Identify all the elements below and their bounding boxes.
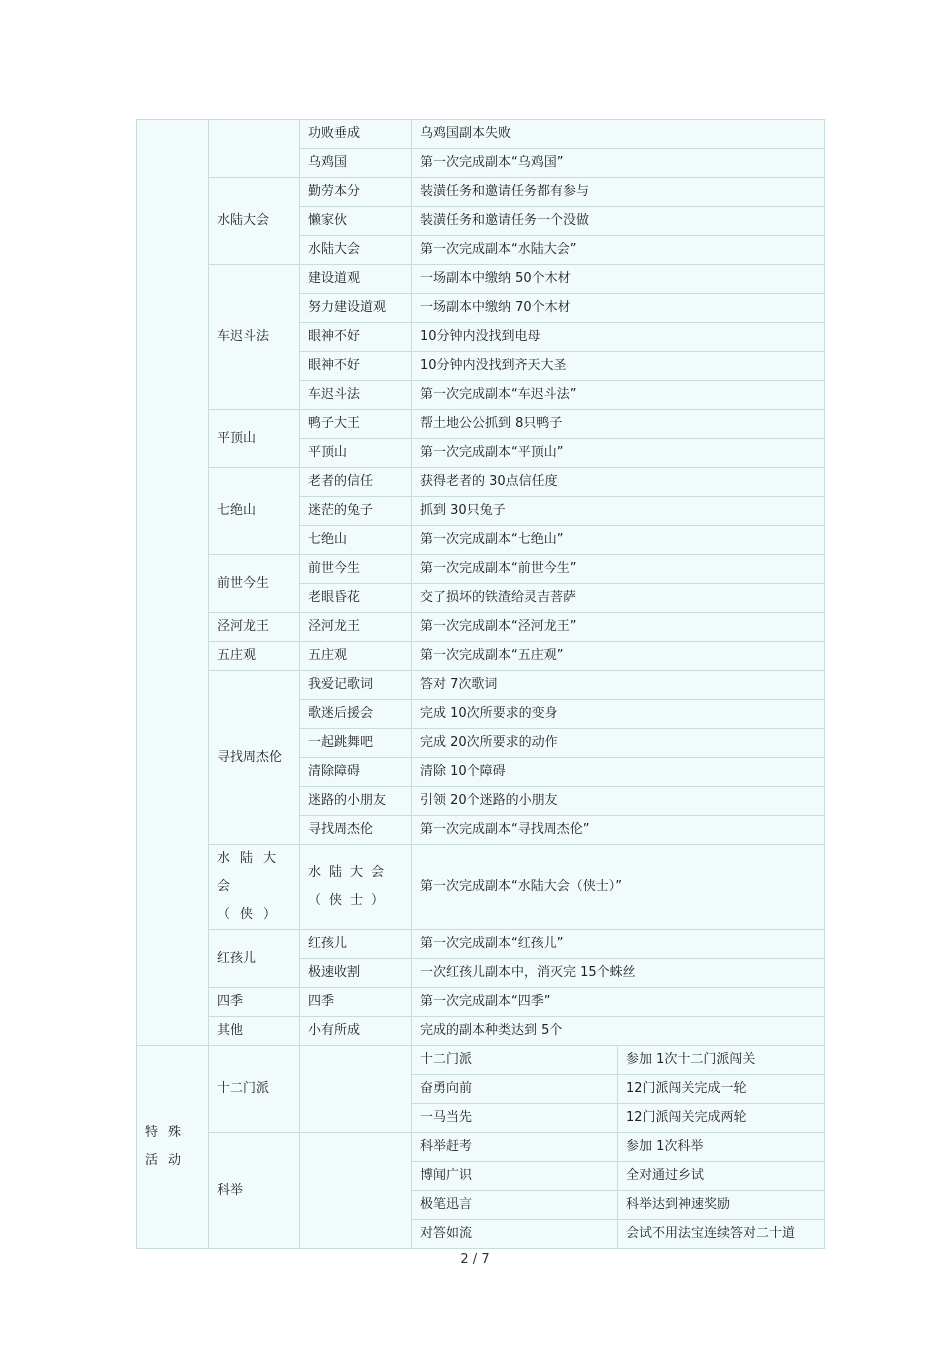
achievement-condition: 交了损坏的铁渣给灵吉菩萨 xyxy=(412,584,825,613)
achievement-name: 七绝山 xyxy=(300,526,412,555)
achievement-name: 建设道观 xyxy=(300,265,412,294)
achievement-name: 寻找周杰伦 xyxy=(300,816,412,845)
achievement-condition: 一场副本中缴纳 70个木材 xyxy=(412,294,825,323)
table-row xyxy=(137,468,825,497)
group-name: 科举 xyxy=(209,1133,300,1249)
achievement-name: 泾河龙王 xyxy=(300,613,412,642)
achievement-name: 懒家伙 xyxy=(300,207,412,236)
achievement-condition: 清除 10个障碍 xyxy=(412,758,825,787)
achievement-name: 水陆大会 xyxy=(300,236,412,265)
achievement-condition: 获得老者的 30点信任度 xyxy=(412,468,825,497)
achievement-name: 老者的信任 xyxy=(300,468,412,497)
achievement-table xyxy=(136,119,825,1249)
achievement-name: 五庄观 xyxy=(300,642,412,671)
achievement-condition: 第一次完成副本“前世今生” xyxy=(412,555,825,584)
achievement-condition: 帮土地公公抓到 8只鸭子 xyxy=(412,410,825,439)
table-row xyxy=(137,671,825,700)
achievement-name: 迷路的小朋友 xyxy=(300,787,412,816)
achievement-condition: 第一次完成副本“车迟斗法” xyxy=(412,381,825,410)
achievement-condition: 12门派闯关完成一轮 xyxy=(618,1075,825,1104)
group-name: 七绝山 xyxy=(209,468,300,555)
group-name: 五庄观 xyxy=(209,642,300,671)
achievement-condition: 第一次完成副本“乌鸡国” xyxy=(412,149,825,178)
achievement-condition: 第一次完成副本“四季” xyxy=(412,988,825,1017)
achievement-condition: 抓到 30只兔子 xyxy=(412,497,825,526)
table-row xyxy=(137,265,825,294)
achievement-name: 车迟斗法 xyxy=(300,381,412,410)
achievement-condition: 12门派闯关完成两轮 xyxy=(618,1104,825,1133)
achievement-condition: 答对 7次歌词 xyxy=(412,671,825,700)
achievement-name: 前世今生 xyxy=(300,555,412,584)
group-name: 红孩儿 xyxy=(209,930,300,988)
achievement-name: 勤劳本分 xyxy=(300,178,412,207)
achievement-name: 清除障碍 xyxy=(300,758,412,787)
table-row xyxy=(137,120,825,149)
achievement-name: 极笔迅言 xyxy=(412,1191,618,1220)
group-name: 水陆大会 xyxy=(209,178,300,265)
table-row xyxy=(137,1046,825,1075)
achievement-condition: 参加 1次十二门派闯关 xyxy=(618,1046,825,1075)
group-name: 车迟斗法 xyxy=(209,265,300,410)
achievement-name: 一马当先 xyxy=(412,1104,618,1133)
group-name: 其他 xyxy=(209,1017,300,1046)
page-number: 2 / 7 xyxy=(460,1252,490,1267)
achievement-condition: 第一次完成副本“水陆大会” xyxy=(412,236,825,265)
achievement-condition: 一次红孩儿副本中，消灭完 15个蛛丝 xyxy=(412,959,825,988)
achievement-condition: 第一次完成副本“七绝山” xyxy=(412,526,825,555)
achievement-condition: 第一次完成副本“寻找周杰伦” xyxy=(412,816,825,845)
achievement-condition: 一场副本中缴纳 50个木材 xyxy=(412,265,825,294)
achievement-condition: 完成 20次所要求的动作 xyxy=(412,729,825,758)
achievement-name: 眼神不好 xyxy=(300,323,412,352)
achievement-condition: 会试不用法宝连续答对二十道 xyxy=(618,1220,825,1249)
table-row xyxy=(137,410,825,439)
achievement-condition: 参加 1次科举 xyxy=(618,1133,825,1162)
achievement-name: 乌鸡国 xyxy=(300,149,412,178)
achievement-condition: 科举达到神速奖励 xyxy=(618,1191,825,1220)
section-label xyxy=(137,120,209,1046)
achievement-condition: 第一次完成副本“平顶山” xyxy=(412,439,825,468)
group-name: 平顶山 xyxy=(209,410,300,468)
achievement-condition: 10分钟内没找到电母 xyxy=(412,323,825,352)
achievement-name: 水陆大会（侠士） xyxy=(300,845,412,930)
achievement-name: 老眼昏花 xyxy=(300,584,412,613)
table-row xyxy=(137,1017,825,1046)
group-name: 前世今生 xyxy=(209,555,300,613)
table-row xyxy=(137,930,825,959)
table-row xyxy=(137,613,825,642)
achievement-name: 小有所成 xyxy=(300,1017,412,1046)
achievement-name: 歌迷后援会 xyxy=(300,700,412,729)
group-name: 水陆大会（侠） xyxy=(209,845,300,930)
table-row xyxy=(137,988,825,1017)
table-row xyxy=(137,178,825,207)
achievement-name: 红孩儿 xyxy=(300,930,412,959)
achievement-name: 对答如流 xyxy=(412,1220,618,1249)
achievement-name: 迷茫的兔子 xyxy=(300,497,412,526)
group-name: 泾河龙王 xyxy=(209,613,300,642)
achievement-condition: 第一次完成副本“红孩儿” xyxy=(412,930,825,959)
achievement-name: 四季 xyxy=(300,988,412,1017)
table-row xyxy=(137,1133,825,1162)
achievement-name: 努力建设道观 xyxy=(300,294,412,323)
achievement-condition: 第一次完成副本“五庄观” xyxy=(412,642,825,671)
achievement-name: 鸭子大王 xyxy=(300,410,412,439)
achievement-condition: 乌鸡国副本失败 xyxy=(412,120,825,149)
achievement-name: 十二门派 xyxy=(412,1046,618,1075)
empty-cell xyxy=(300,1133,412,1249)
achievement-condition: 完成 10次所要求的变身 xyxy=(412,700,825,729)
achievement-name: 奋勇向前 xyxy=(412,1075,618,1104)
section-label: 特殊活动 xyxy=(137,1046,209,1249)
achievement-name: 科举赶考 xyxy=(412,1133,618,1162)
group-name: 十二门派 xyxy=(209,1046,300,1133)
achievement-condition: 引领 20个迷路的小朋友 xyxy=(412,787,825,816)
achievement-condition: 完成的副本种类达到 5个 xyxy=(412,1017,825,1046)
achievement-name: 眼神不好 xyxy=(300,352,412,381)
achievement-name: 我爱记歌词 xyxy=(300,671,412,700)
achievement-name: 平顶山 xyxy=(300,439,412,468)
table-row xyxy=(137,555,825,584)
table-row xyxy=(137,845,825,930)
achievement-condition: 全对通过乡试 xyxy=(618,1162,825,1191)
group-name: 四季 xyxy=(209,988,300,1017)
achievement-name: 博闻广识 xyxy=(412,1162,618,1191)
empty-cell xyxy=(300,1046,412,1133)
group-name: 寻找周杰伦 xyxy=(209,671,300,845)
achievement-condition: 第一次完成副本“泾河龙王” xyxy=(412,613,825,642)
group-name xyxy=(209,120,300,178)
achievement-condition: 10分钟内没找到齐天大圣 xyxy=(412,352,825,381)
table-row xyxy=(137,642,825,671)
achievement-name: 一起跳舞吧 xyxy=(300,729,412,758)
achievement-condition: 装潢任务和邀请任务都有参与 xyxy=(412,178,825,207)
achievement-condition: 第一次完成副本“水陆大会（侠士）” xyxy=(412,845,825,930)
achievement-name: 功败垂成 xyxy=(300,120,412,149)
achievement-name: 极速收割 xyxy=(300,959,412,988)
achievement-condition: 装潢任务和邀请任务一个没做 xyxy=(412,207,825,236)
